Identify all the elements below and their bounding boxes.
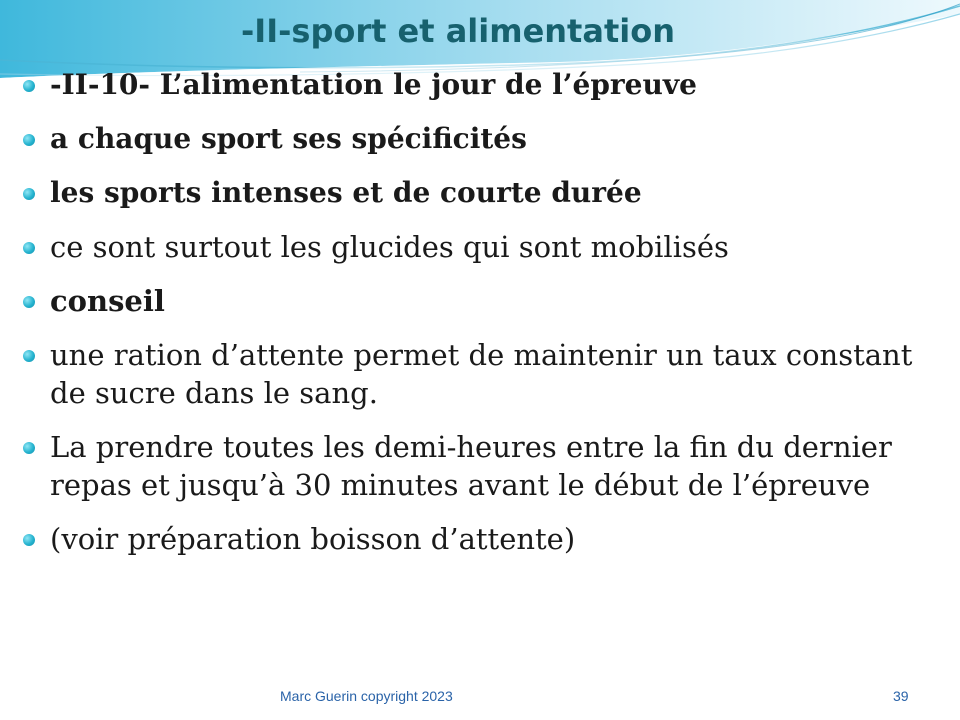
bullet-dot-icon: [23, 296, 35, 308]
footer-copyright: Marc Guerin copyright 2023: [280, 688, 453, 704]
list-item: [22, 66, 922, 104]
bullet-text: ce sont surtout les glucides qui sont mobilisés: [50, 230, 729, 264]
list-item: [22, 174, 922, 212]
list-item: [22, 520, 922, 558]
bullet-list: [22, 66, 922, 574]
page-number: 39: [893, 688, 909, 704]
bullet-dot-icon: [23, 442, 35, 454]
list-item: [22, 228, 922, 266]
bullet-text: La prendre toutes les demi-heures entre la fin du dernier repas et jusqu’à 30 minutes avant le début de l’épreuve: [50, 430, 892, 502]
bullet-dot-icon: [23, 80, 35, 92]
slide-title: -II-sport et alimentation: [241, 12, 675, 50]
bullet-text: (voir préparation boisson d’attente): [50, 522, 576, 556]
bullet-text: -II-10- L’alimentation le jour de l’épreuve: [50, 68, 697, 101]
list-item: [22, 428, 922, 504]
bullet-text: une ration d’attente permet de maintenir un taux constant de sucre dans le sang.: [50, 338, 913, 410]
list-item: [22, 282, 922, 320]
bullet-text: conseil: [50, 284, 165, 318]
bullet-text: a chaque sport ses spécificités: [50, 122, 527, 155]
list-item: [22, 336, 922, 412]
bullet-text: les sports intenses et de courte durée: [50, 176, 642, 209]
bullet-dot-icon: [23, 242, 35, 254]
bullet-dot-icon: [23, 134, 35, 146]
bullet-dot-icon: [23, 534, 35, 546]
list-item: [22, 120, 922, 158]
bullet-dot-icon: [23, 350, 35, 362]
bullet-dot-icon: [23, 188, 35, 200]
